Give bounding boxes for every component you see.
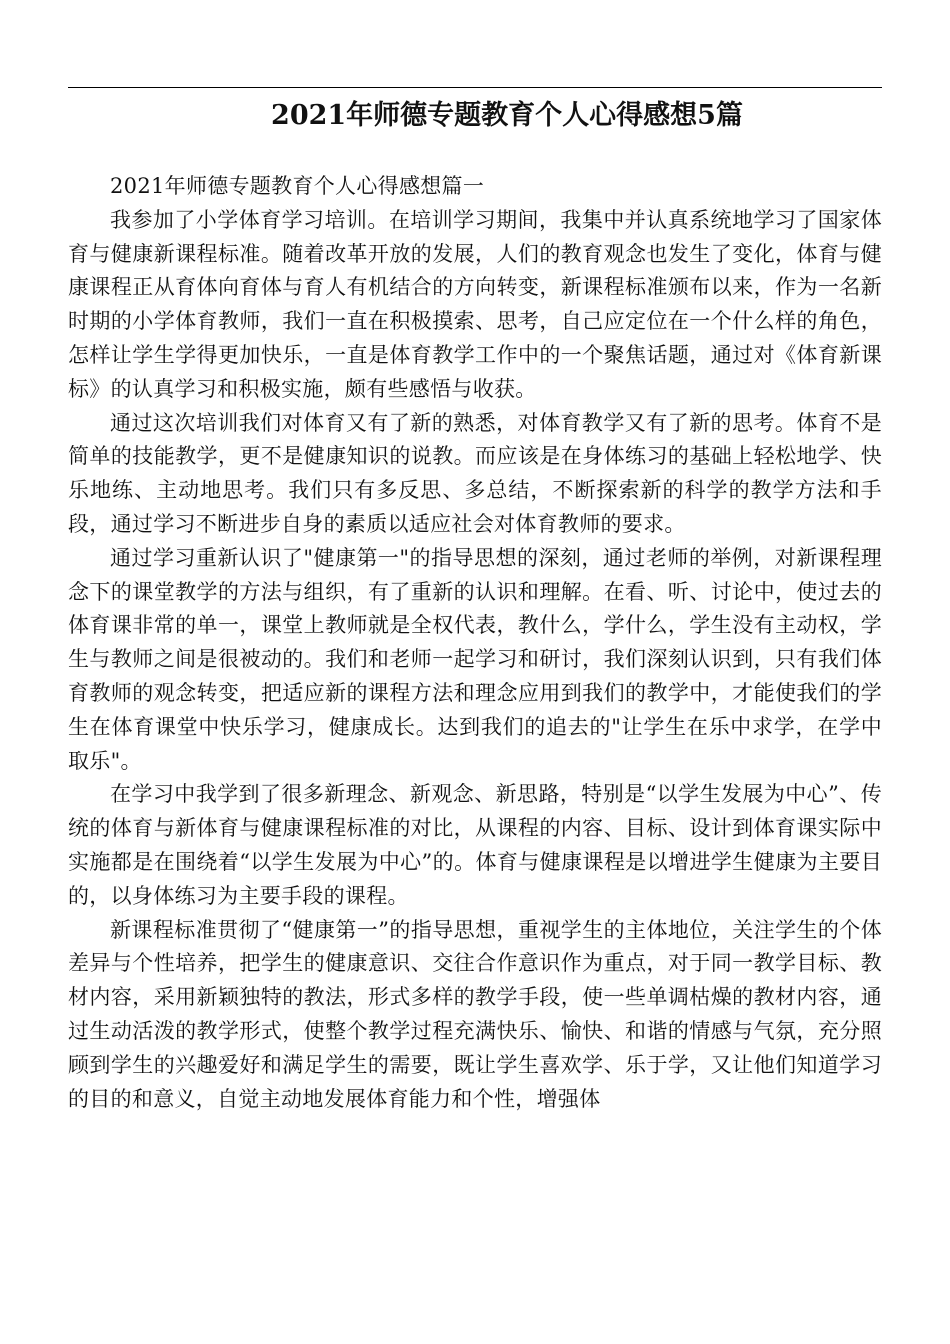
paragraph-4: 在学习中我学到了很多新理念、新观念、新思路，特别是“以学生发展为中心”、传统的体育与新体育与健康课程标准的对比，从课程的内容、目标、设计到体育课实际中实施都是在围绕着“以学生发展为中心”的。体育与健康课程是以增进学生健康为主要目的，以身体练习为主要手段的课程。 <box>68 782 882 908</box>
document-title: 2021年师德专题教育个人心得感想5篇 <box>271 100 743 131</box>
document-body <box>68 170 882 1116</box>
header-rule <box>68 87 882 88</box>
paragraph-2: 通过这次培训我们对体育又有了新的熟悉，对体育教学又有了新的思考。体育不是简单的技能教学，更不是健康知识的说教。而应该是在身体练习的基础上轻松地学、快乐地练、主动地思考。我们只有多反思、多总结，不断探索新的科学的教学方法和手段，通过学习不断进步自身的素质以适应社会对体育教师的要求。 <box>68 410 882 536</box>
paragraph-3: 通过学习重新认识了"健康第一"的指导思想的深刻，通过老师的举例，对新课程理念下的课堂教学的方法与组织，有了重新的认识和理解。在看、听、讨论中，使过去的体育课非常的单一，课堂上教师就是全权代表，教什么，学什么，学生没有主动权，学生与教师之间是很被动的。我们和老师一起学习和研讨，我们深刻认识到，只有我们体育教师的观念转变，把适应新的课程方法和理念应用到我们的教学中，才能使我们的学生在体育课堂中快乐学习，健康成长。达到我们的追去的"让学生在乐中求学，在学中取乐"。 <box>68 545 882 773</box>
paragraph-1: 我参加了小学体育学习培训。在培训学习期间，我集中并认真系统地学习了国家体育与健康新课程标准。随着改革开放的发展，人们的教育观念也发生了变化，体育与健康课程正从育体向育体与育人有机结合的方向转变，新课程标准颁布以来，作为一名新时期的小学体育教师，我们一直在积极摸索、思考，自己应定位在一个什么样的角色，怎样让学生学得更加快乐，一直是体育教学工作中的一个聚焦话题，通过对《体育新课标》的认真学习和积极实施，颇有些感悟与收获。 <box>68 207 882 401</box>
section-heading: 2021年师德专题教育个人心得感想篇一 <box>110 174 485 198</box>
paragraph-5: 新课程标准贯彻了“健康第一”的指导思想，重视学生的主体地位，关注学生的个体差异与个性培养，把学生的健康意识、交往合作意识作为重点，对于同一教学目标、教材内容，采用新颖独特的教法，形式多样的教学手段，使一些单调枯燥的教材内容，通过生动活泼的教学形式，使整个教学过程充满快乐、愉快、和谐的情感与气氛，充分照顾到学生的兴趣爱好和满足学生的需要，既让学生喜欢学、乐于学，又让他们知道学习的目的和意义，自觉主动地发展体育能力和个性，增强体 <box>68 917 882 1111</box>
